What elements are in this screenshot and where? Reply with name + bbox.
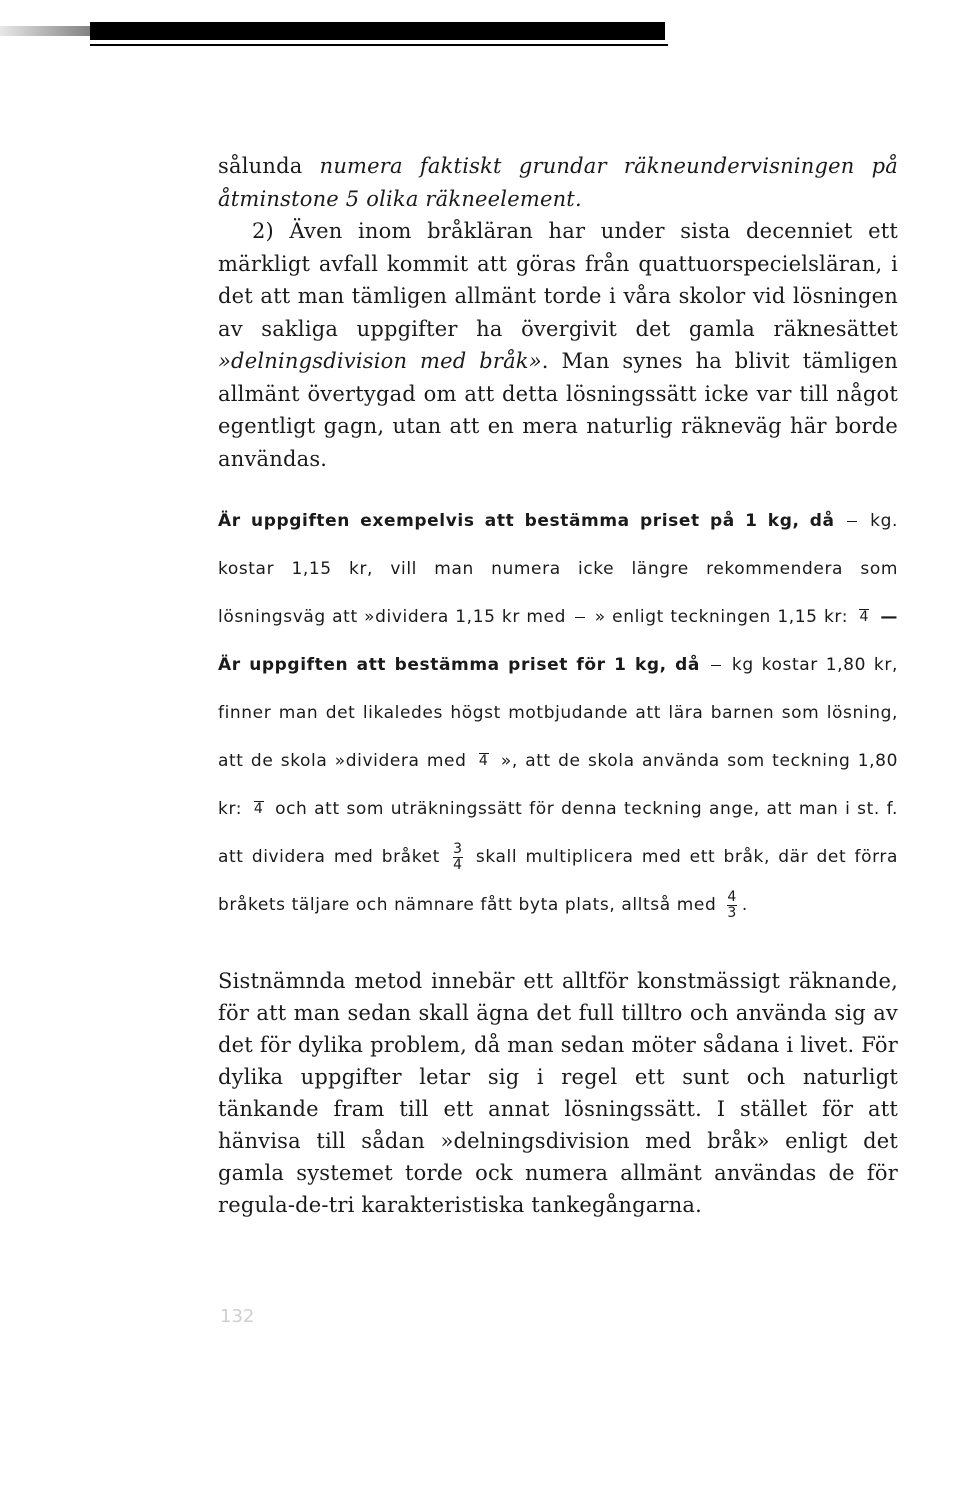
p2-italic: »delningsdivision med bråk» xyxy=(218,349,542,373)
fraction-hidden-1 xyxy=(847,521,857,522)
example-paragraph xyxy=(218,497,898,929)
scan-bar-thick xyxy=(90,22,665,40)
top-scan-bar xyxy=(0,14,670,48)
p2-start: 2) Även inom bråkläran har under sista decenniet ett märkligt avfall kommit att göras från quattuorspecielsläran, i det att man tämligen allmänt torde i våra skolor vid lösningen av sakliga uppgifter ha övergivit det gamla räknesättet xyxy=(218,219,898,341)
intro-italic: numera faktiskt grundar räkneundervisningen på åtminstone 5 olika räkneelement. xyxy=(218,154,898,211)
page-number: 132 xyxy=(220,1306,255,1327)
paragraph-bråkläran xyxy=(218,215,898,475)
fraction-quarter-2: 4 xyxy=(478,753,489,769)
p2-end: . Man synes ha blivit tämligen allmänt övertygad om att detta lösningssätt icke var till något egentligt gagn, utan att en mera naturlig räkneväg här borde användas. xyxy=(218,349,898,471)
intro-prefix: sålunda xyxy=(218,154,320,178)
ex-s6: », att de skola använda som teckning 1,80 kr: xyxy=(218,751,898,819)
ex-s8: skall multiplicera med ett bråk, där det förra bråkets täljare och nämnare fått byta plats, alltså med xyxy=(218,847,898,915)
paragraph-intro xyxy=(218,150,898,215)
fraction-hidden-2 xyxy=(575,617,585,618)
ex-s3: » enligt teckningen 1,15 kr: xyxy=(594,607,849,627)
page-body xyxy=(218,150,898,1242)
fraction-three-quarters: $\frac{3}{4}$ xyxy=(453,840,463,873)
example-section xyxy=(218,497,898,929)
fraction-four-thirds: $\frac{4}{3}$ xyxy=(727,888,737,921)
fraction-hidden-3 xyxy=(711,665,721,666)
fraction-quarter-1: 4 xyxy=(859,609,869,625)
ex-s2: kg. kostar 1,15 kr, vill man numera icke längre rekommendera som lösningsväg att »dividera 1,15 kr med xyxy=(218,511,898,627)
ex-s7: och att som uträkningssätt för denna teckning ange, att man i st. f. att dividera med bråket xyxy=(218,799,898,867)
fraction-quarter-3: 4 xyxy=(253,801,264,817)
ex-s1: Är uppgiften exempelvis att bestämma priset på 1 kg, då xyxy=(218,511,835,531)
paragraph-sistnamnda: Sistnämnda metod innebär ett alltför konstmässigt räknande, för att man sedan skall ägna det full tilltro och använda sig av det för dylika problem, då man sedan möter sådana i livet. För dylika uppgifter letar sig i regel ett sunt och naturligt tänkande fram till ett annat lösningssätt. I stället för att hänvisa till sådan »delningsdivision med bråk» enligt det gamla systemet torde ock numera allmänt användas de för regula-de-tri karakteristiska tankegångarna. xyxy=(218,969,898,1217)
scan-bar-thin xyxy=(90,44,668,46)
ex-s9: . xyxy=(741,895,748,915)
ex-s4: — Är uppgiften att bestämma priset för 1 kg, då xyxy=(218,607,898,675)
scan-bar-fade xyxy=(0,26,100,36)
ex-s5: kg kostar 1,80 kr, finner man det likaledes högst motbjudande att lära barnen som lösning, att de skola »dividera med xyxy=(218,655,898,771)
